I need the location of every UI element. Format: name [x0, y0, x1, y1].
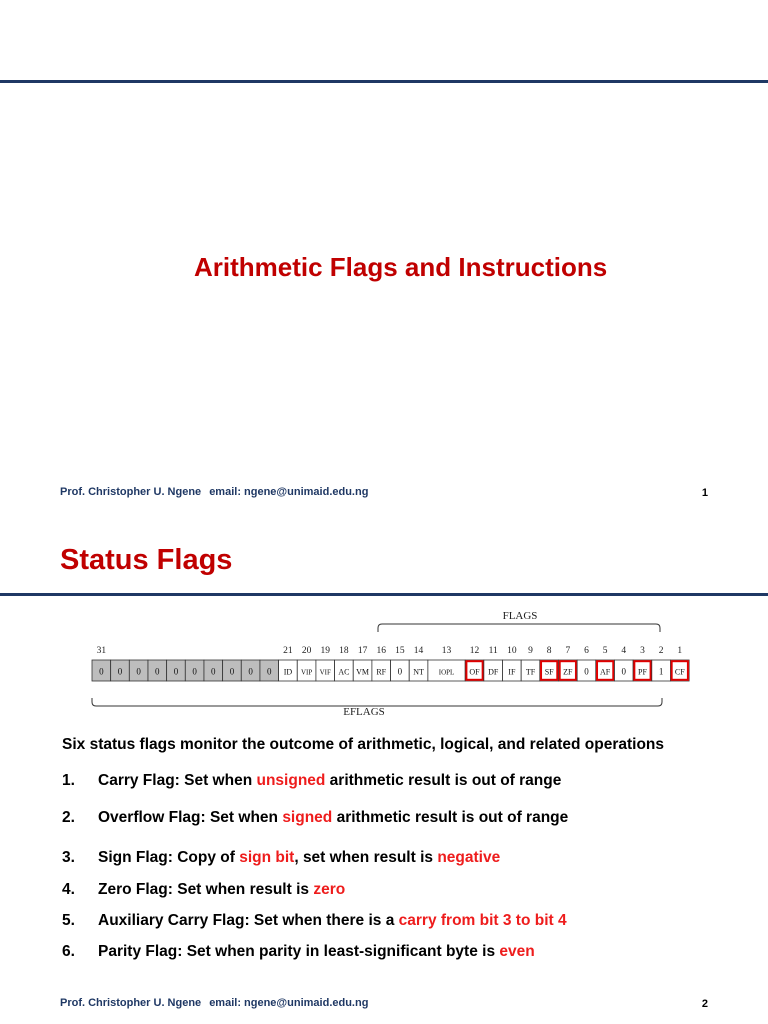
register-cell-label: ZF	[563, 667, 573, 677]
status-flag-item	[62, 772, 561, 790]
status-flag-item	[62, 912, 567, 930]
register-cell-label: IF	[508, 667, 516, 677]
register-cell-label: 0	[397, 666, 403, 677]
flag-highlight: sign bit	[239, 849, 295, 866]
bit-number: 20	[301, 646, 312, 656]
flag-text: Parity Flag: Set when parity in least-significant byte is	[98, 943, 500, 960]
bit-number: 15	[395, 646, 405, 656]
flag-text: Auxiliary Carry Flag: Set when there is a	[98, 912, 399, 929]
bit-number: 12	[469, 646, 480, 656]
flag-text: arithmetic result is out of range	[325, 772, 562, 789]
flag-highlight: negative	[437, 849, 501, 866]
bit-number: 8	[546, 646, 552, 656]
flag-number: 6.	[62, 943, 75, 960]
flag-text: arithmetic result is out of range	[332, 809, 569, 826]
flag-highlight: unsigned	[256, 772, 326, 789]
bit-number: 5	[602, 646, 608, 656]
register-cell-label: ID	[283, 667, 293, 677]
register-cell-label: RF	[376, 667, 387, 677]
register-cell-label: 0	[192, 666, 197, 677]
bit-number: 10	[507, 646, 517, 656]
flags-brace	[378, 624, 660, 632]
flag-text: Carry Flag: Set when	[98, 772, 257, 789]
bit-number: 2	[658, 646, 664, 656]
bit-number: 17	[357, 646, 368, 656]
top-rule	[0, 80, 768, 83]
register-cell-label: 1	[658, 666, 664, 677]
footer-author: Prof. Christopher U. Ngene	[60, 486, 202, 498]
eflags-register-diagram	[88, 608, 685, 718]
bit-number: 14	[413, 646, 424, 656]
flag-highlight: signed	[282, 809, 333, 826]
bit-number: 9	[528, 646, 533, 656]
flags-label: FLAGS	[502, 610, 538, 622]
flag-number: 4.	[62, 881, 75, 898]
slide-title: Arithmetic Flags and Instructions	[194, 252, 608, 282]
register-cell-label: 0	[584, 666, 589, 677]
register-cell-label: NT	[413, 667, 424, 677]
footer	[60, 486, 368, 498]
register-cell-label: VIF	[319, 668, 331, 677]
flag-text: , set when result is	[294, 849, 438, 866]
flag-number: 2.	[62, 809, 75, 826]
register-cell-label: 0	[136, 666, 141, 677]
bit-number: 1	[677, 646, 683, 656]
register-cell-label: AC	[338, 667, 350, 677]
register-cell-label: DF	[488, 667, 499, 677]
register-cell-label: CF	[674, 667, 685, 677]
register-cell-label: 0	[99, 666, 104, 677]
register-cells-row	[92, 660, 689, 681]
bit-number: 21	[283, 646, 293, 656]
footer-email: email: ngene@unimaid.edu.ng	[209, 486, 369, 498]
bit-number: 31	[96, 646, 107, 656]
bit-number: 3	[640, 646, 645, 656]
flag-number: 5.	[62, 912, 75, 929]
register-cell-label: 0	[211, 666, 216, 677]
eflags-label: EFLAGS	[343, 706, 385, 718]
status-flag-item	[62, 943, 535, 961]
eflags-brace	[92, 698, 662, 706]
register-cell-label: 0	[248, 666, 253, 677]
register-cell-label: VIP	[300, 668, 313, 677]
bit-number: 19	[320, 646, 330, 656]
bit-number: 18	[339, 646, 349, 656]
register-cell-label: 0	[621, 666, 627, 677]
register-cell-label: 0	[155, 666, 160, 677]
register-cell-label: PF	[638, 667, 647, 677]
heading-rule	[0, 593, 768, 596]
page-number: 2	[701, 998, 708, 1010]
bit-number: 11	[488, 646, 498, 656]
bit-number: 4	[621, 646, 627, 656]
register-cell-label: TF	[525, 667, 536, 677]
flag-number: 3.	[62, 849, 75, 866]
register-cell-label: 0	[117, 666, 123, 677]
intro-text: Six status flags monitor the outcome of arithmetic, logical, and related operations	[62, 736, 665, 753]
register-cell-label: SF	[544, 667, 554, 677]
status-flag-item	[62, 881, 345, 899]
flag-highlight: carry from bit 3 to bit 4	[398, 912, 567, 929]
footer-email: email: ngene@unimaid.edu.ng	[209, 997, 369, 1009]
bit-number: 16	[376, 646, 386, 656]
slide-heading: Status Flags	[60, 544, 233, 576]
flag-highlight: zero	[313, 881, 346, 898]
flag-text: Overflow Flag: Set when	[98, 809, 283, 826]
bit-number: 7	[565, 646, 571, 656]
flag-highlight: even	[499, 943, 535, 960]
register-cell-label: IOPL	[438, 668, 455, 677]
register-cell-label: VM	[356, 667, 370, 677]
flag-text: Sign Flag: Copy of	[98, 849, 240, 866]
register-cell-label: OF	[469, 667, 480, 677]
flag-number: 1.	[62, 772, 75, 789]
register-cell-label: 0	[267, 666, 272, 677]
bit-number: 13	[441, 646, 452, 656]
page-number: 1	[701, 487, 708, 499]
slide-2	[0, 512, 768, 1024]
status-flag-item	[62, 849, 500, 867]
footer	[60, 997, 368, 1009]
bit-number-row	[97, 646, 683, 656]
register-cell-label: 0	[229, 666, 235, 677]
footer-author: Prof. Christopher U. Ngene	[60, 997, 202, 1009]
bit-number: 6	[584, 646, 589, 656]
register-cell-label: 0	[173, 666, 179, 677]
register-cell-label: AF	[600, 667, 611, 677]
status-flag-item	[62, 809, 568, 827]
flag-text: Zero Flag: Set when result is	[98, 881, 314, 898]
